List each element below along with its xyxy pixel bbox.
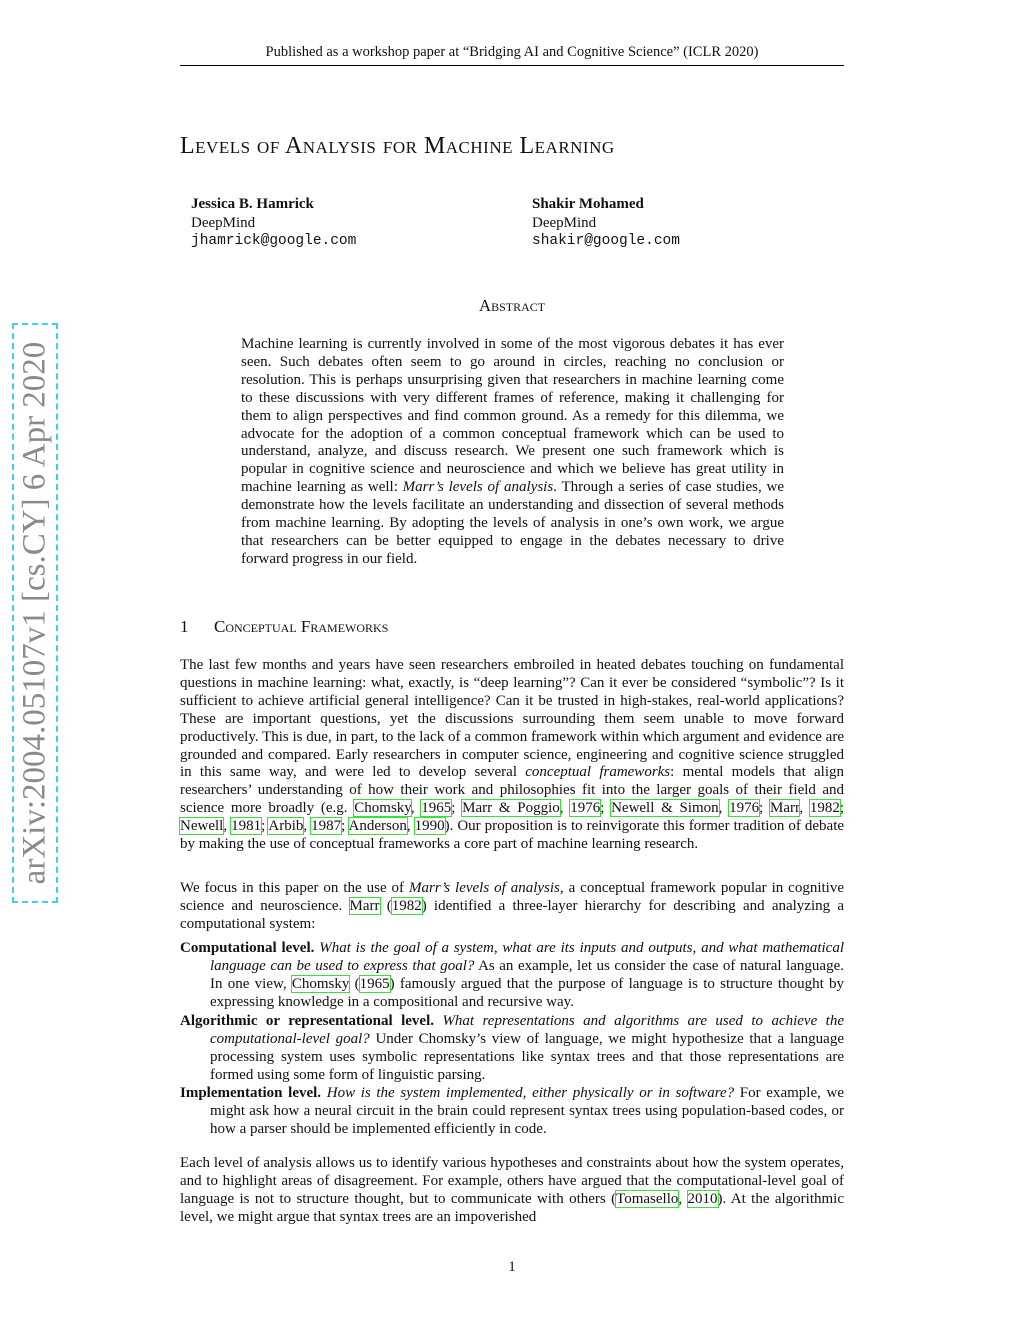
citation-link[interactable]: 1965 [421,800,452,817]
running-header: Published as a workshop paper at “Bridging AI and Cognitive Science” (ICLR 2020) [180,44,844,66]
arxiv-stamp-link[interactable] [12,323,58,903]
paragraph-text: The last few months and years have seen researchers embroiled in heated debates touching on fundamental questions in machine learning: what, exactly, is “deep learning”? Can it ever be considered “symbolic”? Is it sufficient to achieve artificial general intelligence? Can it be trusted in high-stakes, real-world applications? These are important questions, yet the discussions surrounding them seem unable to move forward productively. This is due, in part, to the lack of a common framework within which argument and evidence are grounded and compared. Early researchers in computer science, engineering and cognitive science struggled in this same way, and were led to develop several [180,657,844,781]
level-text: Under Chomsky’s view of language, we might hypothesize that a language processing system uses symbolic representations like syntax trees and that those representations are formed using some form of linguistic parsing. [210,1030,844,1083]
paragraph-text: ) identified a three-layer hierarchy for describing and analyzing a computational system: [180,897,844,932]
abstract-body [241,336,784,569]
abstract-heading: Abstract [478,296,546,315]
level-text: As an example, let us consider the case of natural language. In one view, [210,957,844,992]
citation-link[interactable]: Tomasello [616,1190,679,1207]
level-label: Computational level. [180,940,315,956]
citation-link[interactable]: Chomsky [291,975,350,992]
paragraph-2: We focus in this paper on the use of Marr’s levels of analysis, a conceptual framework popular in cognitive science and neuroscience. Marr (1982) identified a three-layer hierarchy for describing and analyzing a computational system: [180,880,844,932]
paragraph-text: Each level of analysis allows us to identify various hypotheses and constraints about how the system operates, and to highlight areas of disagreement. For example, others have argued that the computational-level goal of language is not to structure thought, but to communicate with others ( [180,1155,844,1207]
abstract-emphasis: Marr’s levels of analysis [402,479,554,496]
page-number: 1 [508,1259,516,1275]
author-name: Shakir Mohamed [532,196,644,212]
author-affiliation: DeepMind [191,214,256,231]
paragraph-text: We focus in this paper on the use of [180,880,409,896]
citation-link[interactable]: 1976 [729,800,760,817]
paragraph-text: , a conceptual framework popular in cognitive science and neuroscience. [180,880,844,914]
citation-link[interactable]: 1982 [391,897,422,914]
emphasis-text: Marr’s levels of analysis [408,880,560,896]
level-question: How is the system implemented, either physically or in software? [326,1085,735,1101]
citation-link[interactable]: Marr & Poggio [462,800,560,817]
level-question: What representations and algorithms are used to achieve the computational-level goal? [210,1013,844,1047]
abstract-text: . Through a series of case studies, we demonstrate how the levels facilitate an understanding and dissection of several methods from machine learning. By adopting the levels of analysis in one’s own work, we argue that researchers can be better equipped to engage in the debates necessary to drive forward progress in our field. [241,479,784,567]
citation-link[interactable]: Newell & Simon [611,800,719,817]
level-text: For example, we might ask how a neural circuit in the brain could represent syntax trees using population-based codes, or how a parser should be implemented efficiently in code. [210,1085,845,1137]
author-block-1 [191,195,356,251]
level-text: ) famously argued that the purpose of language is to structure thought by expressing knowledge in a compositional and recursive way. [210,975,844,1010]
level-implementation [180,1085,844,1139]
author-block-2 [532,195,680,251]
paragraph-1: The last few months and years have seen researchers embroiled in heated debates touching on fundamental questions in machine learning: what, exactly, is “deep learning”? Can it ever be considered “symbolic”? Is it sufficient to achieve artificial general intelligence? Can it be trusted in high-stakes, real-world applications? These are important questions, yet the discussions surrounding them seem unable to move forward productively. This is due, in part, to the lack of a common framework within which argument and evidence are grounded and compared. Early researchers in computer science, engineering and cognitive science struggled in this same way, and were led to develop several conceptual frameworks: mental models that align researchers’ understanding of how their work and philosophies fit into the larger goals of their field and science more broadly (e.g. Chomsky, 1965; Marr & Poggio, 1976; Newell & Simon, 1976; Marr, 1982; Newell, 1981; Arbib, 1987; Anderson, 1990). Our proposition is to reinvigorate this former tradition of debate by making the use of conceptual frameworks a core part of machine learning research. [180,657,845,853]
citation-link[interactable]: 2010 [687,1190,718,1207]
citation-link[interactable]: Marr [349,897,380,914]
citation-link[interactable]: Chomsky [354,800,411,817]
level-question: What is the goal of a system, what are its inputs and outputs, and what mathematical language can be used to express that goal? [210,940,844,974]
citation-link[interactable]: 1965 [359,975,390,992]
citation-link[interactable]: 1982 [809,800,840,817]
citation-link[interactable]: Marr [770,800,800,817]
citation-link[interactable]: Newell [180,818,224,835]
level-label: Implementation level. [180,1085,322,1101]
paper-title: Levels of Analysis for Machine Learning [180,133,615,159]
section-heading [180,617,388,637]
author-name: Jessica B. Hamrick [191,196,314,212]
author-email[interactable]: jhamrick@google.com [191,233,357,249]
paragraph-text: : mental models that align researchers’ understanding of how their work and philosophies fit into the larger goals of their field and science more broadly (e.g. [180,764,844,817]
emphasis-text: conceptual frameworks [525,764,671,781]
citation-link[interactable]: Anderson [348,818,407,835]
level-label: Algorithmic or representational level. [180,1013,434,1029]
paragraph-text: ). At the algorithmic level, we might argue that syntax trees are an impoverished [180,1190,845,1225]
author-email[interactable]: shakir@google.com [532,233,680,249]
paragraph-3: Each level of analysis allows us to identify various hypotheses and constraints about how the system operates, and to highlight areas of disagreement. For example, others have argued that the computational-level goal of language is not to structure thought, but to communicate with others (Tomasello, 2010). At the algorithmic level, we might argue that syntax trees are an impoverished [180,1155,845,1225]
citation-link[interactable]: 1987 [311,818,342,835]
author-affiliation: DeepMind [532,214,597,231]
level-algorithmic [180,1013,844,1085]
citation-link[interactable]: 1990 [414,818,445,835]
citation-link[interactable]: 1976 [570,800,601,817]
citation-link[interactable]: 1981 [231,818,262,835]
level-computational: Computational level. What is the goal of a system, what are its inputs and outputs, and what mathematical language can be used to express that goal? As an example, let us consider the case of natural language. In one view, Chomsky (1965) famously argued that the purpose of language is to structure thought by expressing knowledge in a compositional and recursive way. [180,940,844,1010]
section-title: Conceptual Frameworks [214,617,389,636]
citation-link[interactable]: Arbib [268,818,304,835]
paragraph-text: ). Our proposition is to reinvigorate this former tradition of debate by making the use of conceptual frameworks a core part of machine learning research. [180,818,845,853]
section-number: 1 [180,617,189,636]
arxiv-stamp-text: arXiv:2004.05107v1 [cs.CY] 6 Apr 2020 [16,341,53,885]
abstract-text: Machine learning is currently involved in some of the most vigorous debates it has ever seen. Such debates often seem to go around in circles, reaching no conclusion or resolution. This is perhaps unsurprising given that researchers in machine learning come to these discussions with very different frames of reference, making it challenging for them to align perspectives and find common ground. As a remedy for this dilemma, we advocate for the adoption of a common conceptual framework which can be used to understand, analyze, and discuss research. We present one such framework which is popular in cognitive science and neuroscience and which we believe has great utility in machine learning as well: [241,336,784,496]
